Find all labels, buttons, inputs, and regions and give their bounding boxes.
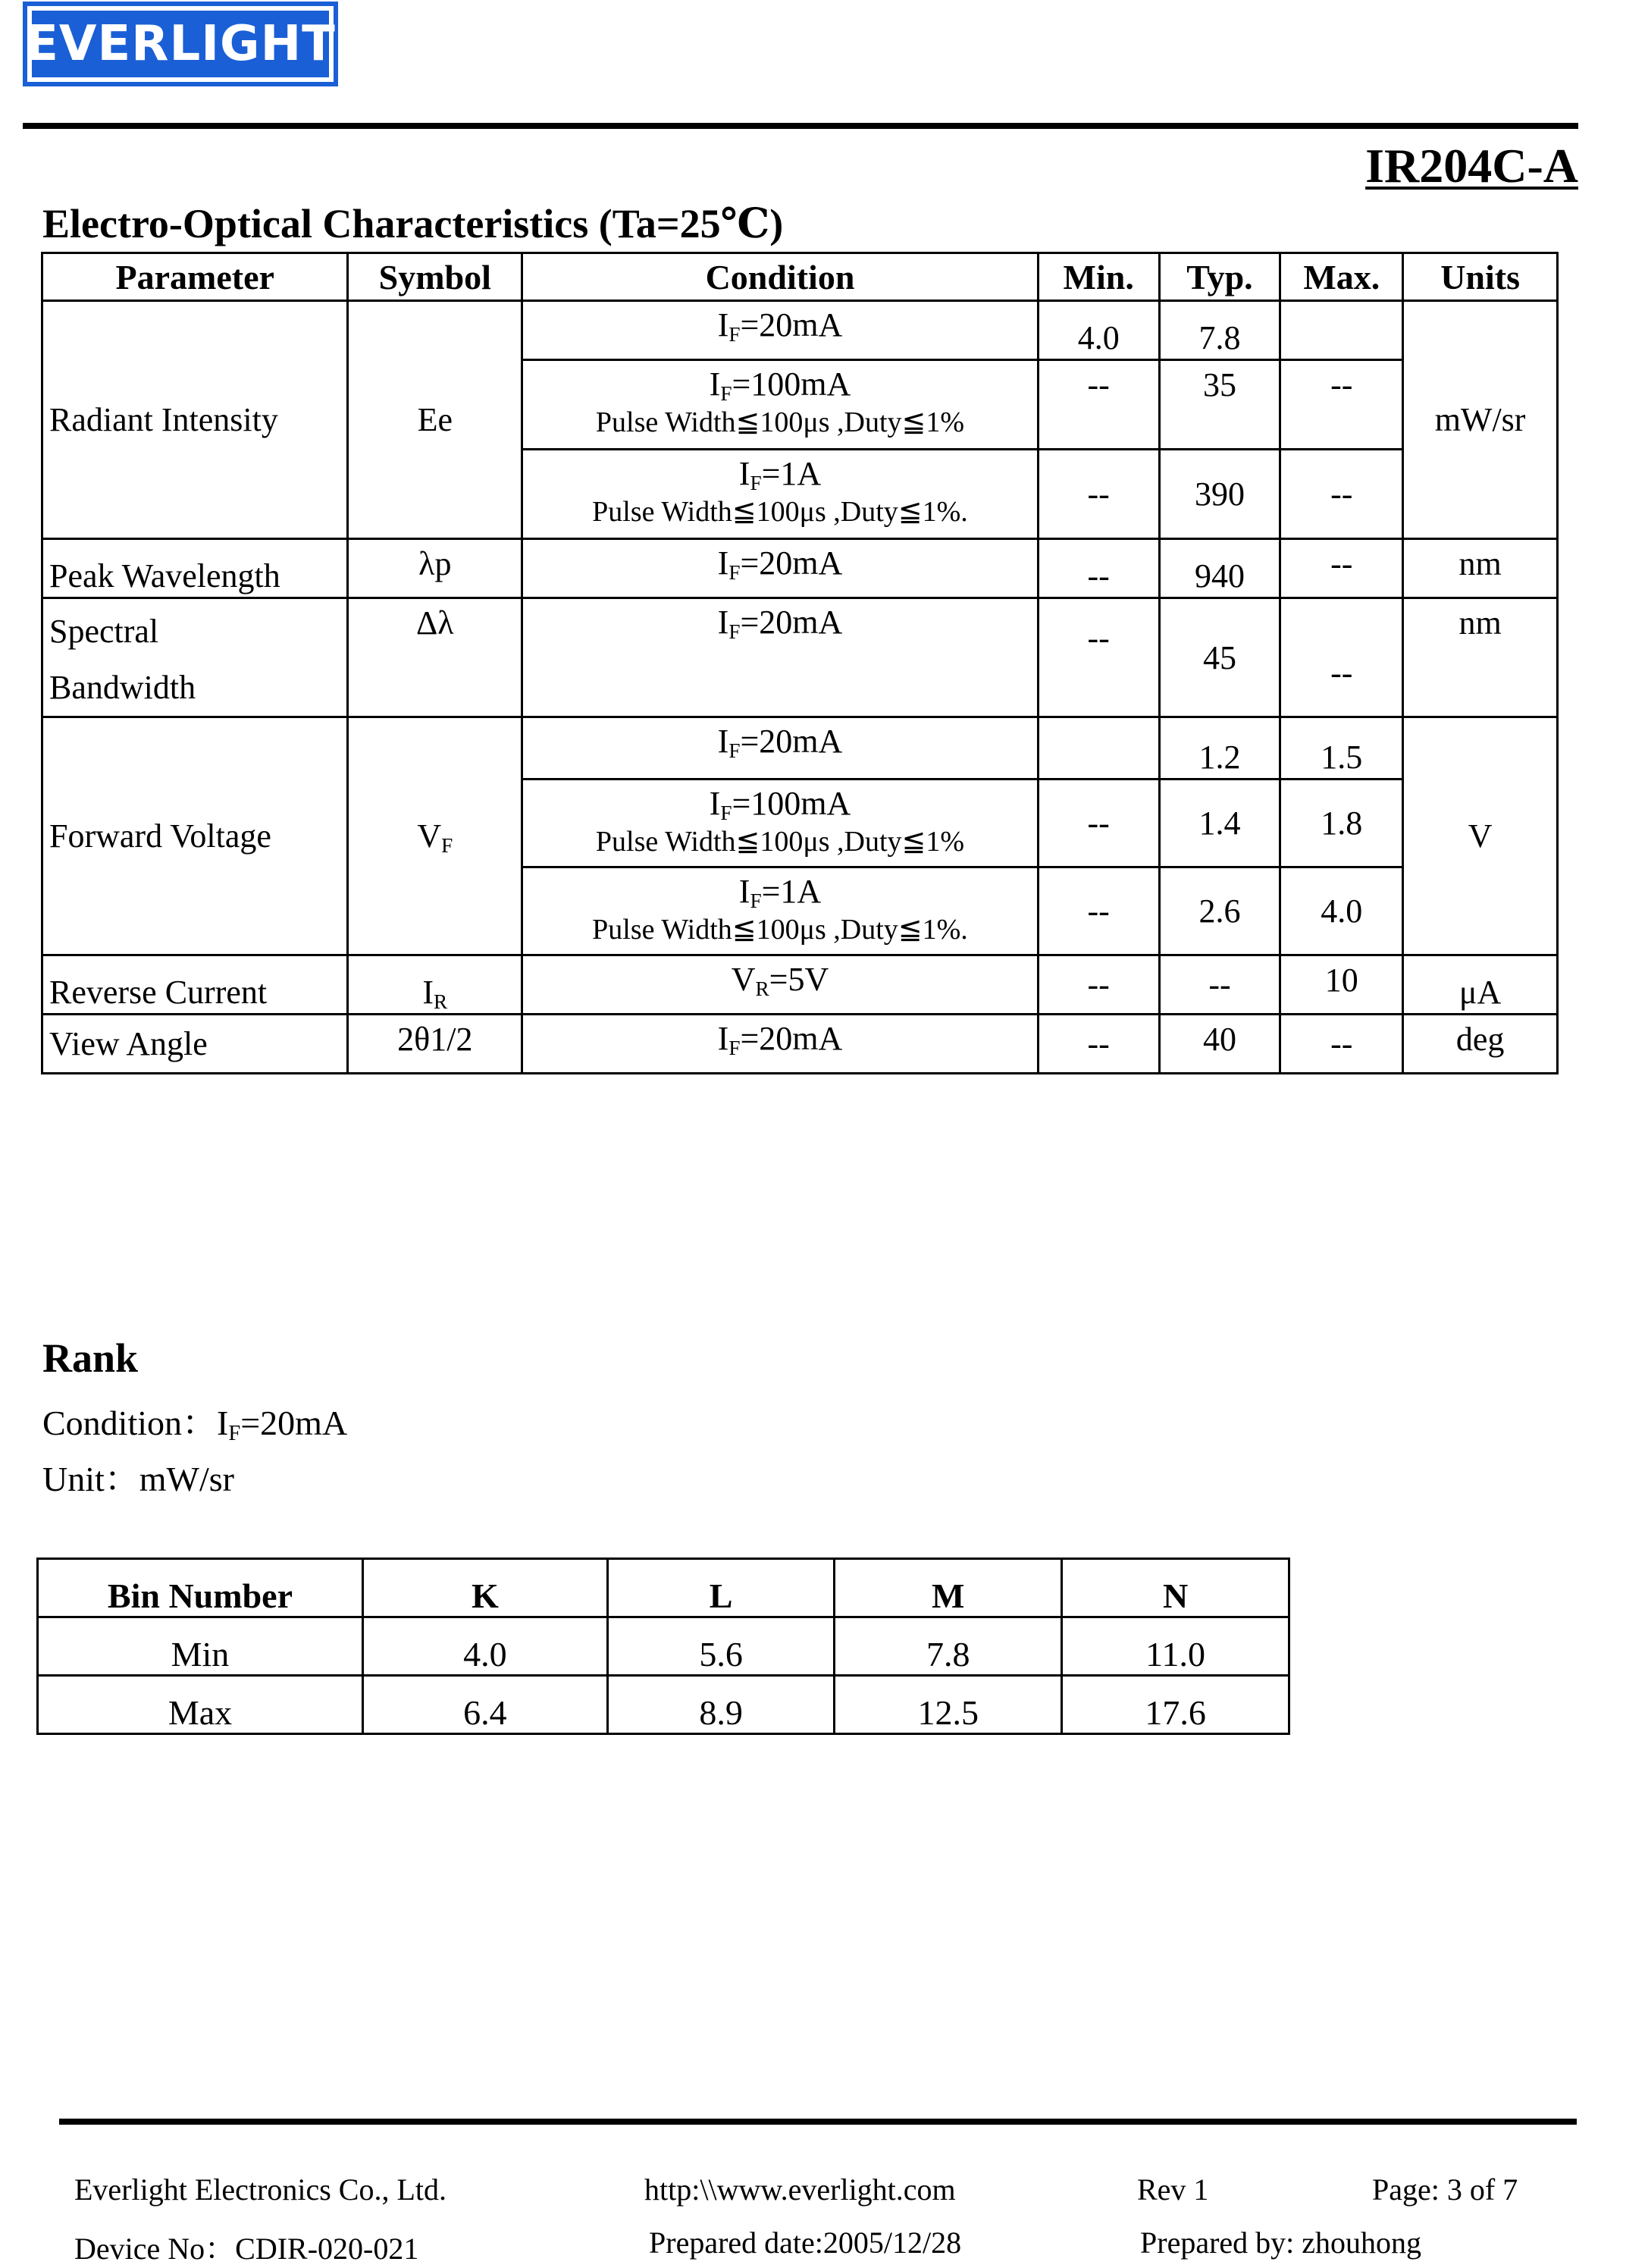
unit-nm: nm <box>1403 598 1558 717</box>
footer-prepared-by: Prepared by: zhouhong <box>1140 2226 1422 2260</box>
header-symbol: Symbol <box>348 253 522 301</box>
min-value: -- <box>1038 1015 1159 1074</box>
unit-mw-sr: mW/sr <box>1403 301 1558 539</box>
header-bin-number: Bin Number <box>38 1559 363 1617</box>
header-max: Max. <box>1280 253 1403 301</box>
table-row <box>42 1015 1558 1074</box>
cell-value: 8.9 <box>607 1676 834 1734</box>
typ-value: 35 <box>1159 360 1280 450</box>
max-value: -- <box>1280 598 1403 717</box>
table-row <box>42 301 1558 360</box>
table-header-row <box>42 253 1558 301</box>
header-bin-l: L <box>607 1559 834 1617</box>
electro-optical-title: Electro-Optical Characteristics (Ta=25℃) <box>42 201 784 246</box>
rank-header-row <box>38 1559 1289 1617</box>
max-value: 1.5 <box>1280 717 1403 780</box>
unit-microamp: μA <box>1403 955 1558 1015</box>
cell-value: 5.6 <box>607 1617 834 1676</box>
row-label: Min <box>38 1617 363 1676</box>
max-value: -- <box>1280 539 1403 598</box>
unit-deg: deg <box>1403 1015 1558 1074</box>
typ-value: 40 <box>1159 1015 1280 1074</box>
footer-prepared-date: Prepared date:2005/12/28 <box>649 2226 962 2260</box>
header-bin-n: N <box>1062 1559 1289 1617</box>
symbol-vf: $V_F$ <box>348 717 522 955</box>
min-value: -- <box>1038 598 1159 717</box>
max-value: 4.0 <box>1280 867 1403 955</box>
header-units: Units <box>1403 253 1558 301</box>
header-rule <box>23 123 1578 129</box>
cell-value: 17.6 <box>1062 1676 1289 1734</box>
rank-condition: Condition：$I_F=20mA$ <box>42 1404 348 1446</box>
rank-title: Rank <box>42 1335 139 1381</box>
param-peak-wavelength: Peak Wavelength <box>42 539 348 598</box>
param-view-angle: View Angle <box>42 1015 348 1074</box>
condition-cell: $I_F=100mA$ Pulse Width≦100μs ,Duty≦1% <box>522 360 1039 450</box>
header-bin-m: M <box>835 1559 1062 1617</box>
electro-optical-table <box>41 252 1559 1074</box>
max-value: 10 <box>1280 955 1403 1015</box>
cell-value: 12.5 <box>835 1676 1062 1734</box>
min-value: -- <box>1038 867 1159 955</box>
condition-cell: $I_F=20mA$ <box>522 539 1039 598</box>
typ-value: 45 <box>1159 598 1280 717</box>
max-value: 1.8 <box>1280 780 1403 867</box>
header-min: Min. <box>1038 253 1159 301</box>
typ-value: 1.4 <box>1159 780 1280 867</box>
min-value <box>1038 717 1159 780</box>
min-value: -- <box>1038 539 1159 598</box>
max-value: -- <box>1280 360 1403 450</box>
table-row <box>42 598 1558 717</box>
footer-device-no: Device No：CDIR-020-021 <box>74 2232 419 2266</box>
param-forward-voltage: Forward Voltage <box>42 717 348 955</box>
condition-cell: $I_F=20mA$ <box>522 301 1039 360</box>
condition-cell: $I_F=20mA$ <box>522 1015 1039 1074</box>
min-value: -- <box>1038 360 1159 450</box>
condition-cell: $I_F=100mA$ Pulse Width≦100μs ,Duty≦1% <box>522 780 1039 867</box>
condition-cell: $I_F=20mA$ <box>522 598 1039 717</box>
rank-row-max <box>38 1676 1289 1734</box>
min-value: 4.0 <box>1038 301 1159 360</box>
symbol-delta-lambda: Δλ <box>348 598 522 717</box>
header-condition: Condition <box>522 253 1039 301</box>
typ-value: 7.8 <box>1159 301 1280 360</box>
cell-value: 11.0 <box>1062 1617 1289 1676</box>
condition-cell: $I_F=1A$ Pulse Width≦100μs ,Duty≦1%. <box>522 867 1039 955</box>
symbol-ee: Ee <box>348 301 522 539</box>
header-bin-k: K <box>362 1559 607 1617</box>
table-row <box>42 539 1558 598</box>
header-typ: Typ. <box>1159 253 1280 301</box>
min-value: -- <box>1038 450 1159 539</box>
table-row <box>42 955 1558 1015</box>
row-label: Max <box>38 1676 363 1734</box>
max-value: -- <box>1280 450 1403 539</box>
header-parameter: Parameter <box>42 253 348 301</box>
footer-rule <box>59 2119 1577 2125</box>
condition-cell: $I_F=20mA$ <box>522 717 1039 780</box>
max-value: -- <box>1280 1015 1403 1074</box>
typ-value: 390 <box>1159 450 1280 539</box>
footer-url: http:\\www.everlight.com <box>644 2172 956 2207</box>
footer-company: Everlight Electronics Co., Ltd. <box>74 2172 446 2207</box>
typ-value: 1.2 <box>1159 717 1280 780</box>
everlight-logo <box>23 2 338 86</box>
footer-rev: Rev 1 <box>1137 2172 1209 2207</box>
max-value <box>1280 301 1403 360</box>
unit-v: V <box>1403 717 1558 955</box>
cell-value: 6.4 <box>362 1676 607 1734</box>
typ-value: -- <box>1159 955 1280 1015</box>
footer-page: Page: 3 of 7 <box>1372 2172 1518 2207</box>
cell-value: 7.8 <box>835 1617 1062 1676</box>
rank-unit: Unit：mW/sr <box>42 1460 234 1498</box>
typ-value: 2.6 <box>1159 867 1280 955</box>
min-value: -- <box>1038 955 1159 1015</box>
condition-cell: $I_F=1A$ Pulse Width≦100μs ,Duty≦1%. <box>522 450 1039 539</box>
unit-nm: nm <box>1403 539 1558 598</box>
model-number: IR204C-A <box>1365 139 1578 193</box>
param-radiant-intensity: Radiant Intensity <box>42 301 348 539</box>
condition-cell: $V_R=5V$ <box>522 955 1039 1015</box>
min-value: -- <box>1038 780 1159 867</box>
rank-table <box>36 1557 1290 1735</box>
cell-value: 4.0 <box>362 1617 607 1676</box>
typ-value: 940 <box>1159 539 1280 598</box>
rank-row-min <box>38 1617 1289 1676</box>
table-row <box>42 717 1558 780</box>
symbol-lambda-p: λp <box>348 539 522 598</box>
param-spectral-bandwidth: Spectral Bandwidth <box>42 598 348 717</box>
logo-text: EVERLIGHT <box>32 11 329 77</box>
param-reverse-current: Reverse Current <box>42 955 348 1015</box>
symbol-ir: $I_R$ <box>348 955 522 1015</box>
symbol-two-theta: 2θ1/2 <box>348 1015 522 1074</box>
